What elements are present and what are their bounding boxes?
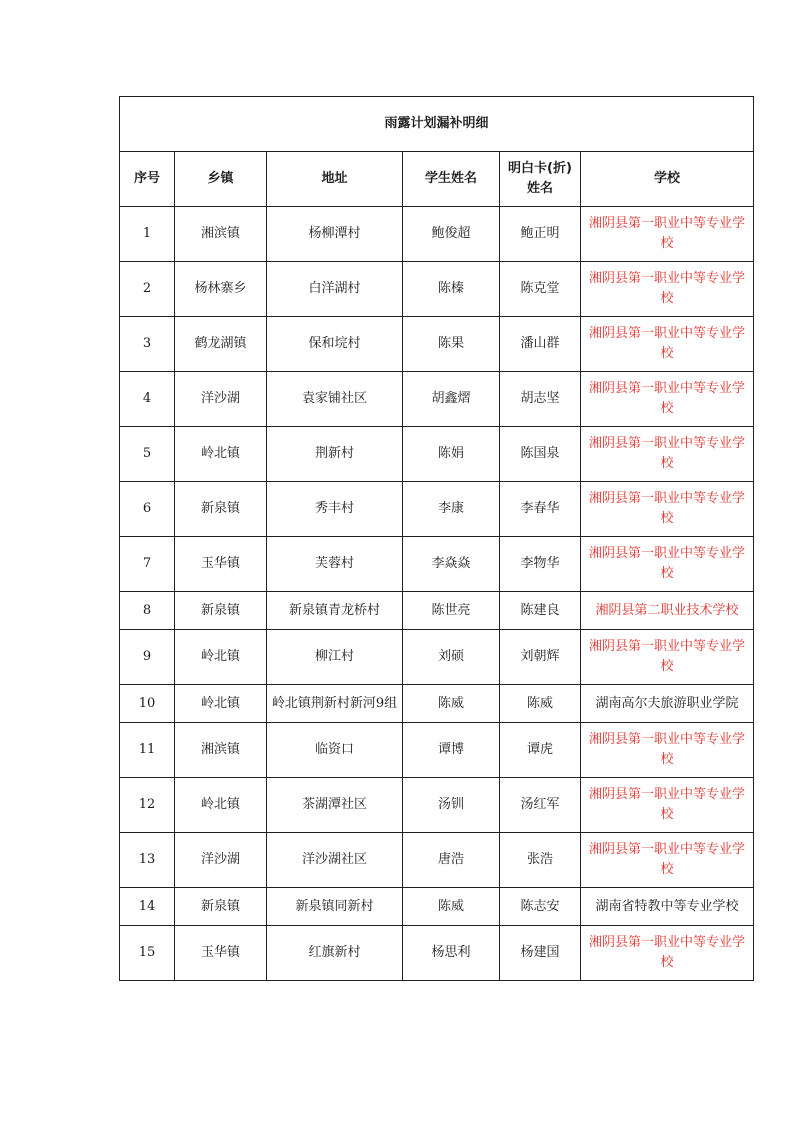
cell-student: 陈果 <box>403 317 500 372</box>
table-row <box>120 685 754 723</box>
cell-card-name: 汤红军 <box>500 778 581 833</box>
cell-town: 洋沙湖 <box>175 372 267 427</box>
table-row <box>120 592 754 630</box>
cell-town: 岭北镇 <box>175 630 267 685</box>
table-row <box>120 888 754 926</box>
table-row <box>120 482 754 537</box>
table-row <box>120 833 754 888</box>
cell-student: 唐浩 <box>403 833 500 888</box>
subsidy-table <box>119 96 754 981</box>
cell-index: 11 <box>120 723 175 778</box>
cell-address: 茶湖潭社区 <box>267 778 403 833</box>
header-town: 乡镇 <box>175 152 267 207</box>
cell-index: 8 <box>120 592 175 630</box>
cell-school: 湘阴县第一职业中等专业学校 <box>581 723 754 778</box>
cell-school: 湘阴县第一职业中等专业学校 <box>581 317 754 372</box>
cell-address: 红旗新村 <box>267 926 403 981</box>
cell-card-name: 李物华 <box>500 537 581 592</box>
cell-town: 洋沙湖 <box>175 833 267 888</box>
cell-index: 15 <box>120 926 175 981</box>
table-row <box>120 926 754 981</box>
cell-student: 刘硕 <box>403 630 500 685</box>
header-card-name: 明白卡(折)姓名 <box>500 152 581 207</box>
cell-address: 岭北镇荆新村新河9组 <box>267 685 403 723</box>
cell-student: 汤钏 <box>403 778 500 833</box>
cell-town: 岭北镇 <box>175 778 267 833</box>
cell-student: 陈榛 <box>403 262 500 317</box>
cell-index: 13 <box>120 833 175 888</box>
cell-address: 洋沙湖社区 <box>267 833 403 888</box>
title-row <box>120 97 754 152</box>
table-row <box>120 630 754 685</box>
page-title: 雨露计划漏补明细 <box>120 97 754 152</box>
cell-school: 湖南高尔夫旅游职业学院 <box>581 685 754 723</box>
header-school: 学校 <box>581 152 754 207</box>
cell-town: 岭北镇 <box>175 427 267 482</box>
table-row <box>120 372 754 427</box>
header-index: 序号 <box>120 152 175 207</box>
cell-school: 湘阴县第二职业技术学校 <box>581 592 754 630</box>
header-row <box>120 152 754 207</box>
cell-card-name: 杨建国 <box>500 926 581 981</box>
cell-town: 新泉镇 <box>175 592 267 630</box>
cell-town: 玉华镇 <box>175 926 267 981</box>
cell-school: 湘阴县第一职业中等专业学校 <box>581 778 754 833</box>
cell-card-name: 李春华 <box>500 482 581 537</box>
cell-town: 杨林寨乡 <box>175 262 267 317</box>
cell-card-name: 陈国泉 <box>500 427 581 482</box>
cell-address: 杨柳潭村 <box>267 207 403 262</box>
cell-index: 10 <box>120 685 175 723</box>
cell-student: 胡鑫熠 <box>403 372 500 427</box>
cell-card-name: 潘山群 <box>500 317 581 372</box>
cell-school: 湘阴县第一职业中等专业学校 <box>581 427 754 482</box>
table-row <box>120 207 754 262</box>
cell-card-name: 鲍正明 <box>500 207 581 262</box>
cell-town: 新泉镇 <box>175 888 267 926</box>
cell-student: 陈世亮 <box>403 592 500 630</box>
table-row <box>120 262 754 317</box>
cell-address: 新泉镇同新村 <box>267 888 403 926</box>
cell-student: 鲍俊超 <box>403 207 500 262</box>
cell-index: 3 <box>120 317 175 372</box>
cell-address: 袁家铺社区 <box>267 372 403 427</box>
header-student: 学生姓名 <box>403 152 500 207</box>
cell-town: 新泉镇 <box>175 482 267 537</box>
table-row <box>120 537 754 592</box>
cell-card-name: 陈志安 <box>500 888 581 926</box>
cell-address: 保和垸村 <box>267 317 403 372</box>
cell-school: 湘阴县第一职业中等专业学校 <box>581 630 754 685</box>
cell-student: 李焱焱 <box>403 537 500 592</box>
cell-index: 9 <box>120 630 175 685</box>
cell-address: 新泉镇青龙桥村 <box>267 592 403 630</box>
cell-index: 1 <box>120 207 175 262</box>
cell-school: 湘阴县第一职业中等专业学校 <box>581 537 754 592</box>
cell-student: 陈威 <box>403 685 500 723</box>
header-address: 地址 <box>267 152 403 207</box>
cell-index: 2 <box>120 262 175 317</box>
table-row <box>120 317 754 372</box>
cell-student: 谭博 <box>403 723 500 778</box>
cell-index: 6 <box>120 482 175 537</box>
table-row <box>120 427 754 482</box>
cell-school: 湘阴县第一职业中等专业学校 <box>581 482 754 537</box>
cell-address: 白洋湖村 <box>267 262 403 317</box>
cell-town: 岭北镇 <box>175 685 267 723</box>
cell-card-name: 张浩 <box>500 833 581 888</box>
cell-town: 玉华镇 <box>175 537 267 592</box>
cell-card-name: 陈建良 <box>500 592 581 630</box>
cell-school: 湘阴县第一职业中等专业学校 <box>581 926 754 981</box>
cell-town: 鹤龙湖镇 <box>175 317 267 372</box>
cell-address: 临资口 <box>267 723 403 778</box>
cell-card-name: 胡志坚 <box>500 372 581 427</box>
cell-school: 湘阴县第一职业中等专业学校 <box>581 372 754 427</box>
cell-student: 李康 <box>403 482 500 537</box>
cell-school: 湘阴县第一职业中等专业学校 <box>581 262 754 317</box>
cell-card-name: 陈克堂 <box>500 262 581 317</box>
cell-student: 陈娟 <box>403 427 500 482</box>
cell-town: 湘滨镇 <box>175 723 267 778</box>
cell-student: 杨思利 <box>403 926 500 981</box>
cell-town: 湘滨镇 <box>175 207 267 262</box>
cell-address: 芙蓉村 <box>267 537 403 592</box>
cell-school: 湘阴县第一职业中等专业学校 <box>581 207 754 262</box>
cell-card-name: 陈威 <box>500 685 581 723</box>
cell-school: 湖南省特教中等专业学校 <box>581 888 754 926</box>
cell-index: 14 <box>120 888 175 926</box>
cell-index: 5 <box>120 427 175 482</box>
cell-address: 秀丰村 <box>267 482 403 537</box>
cell-address: 柳江村 <box>267 630 403 685</box>
cell-student: 陈威 <box>403 888 500 926</box>
cell-card-name: 刘朝辉 <box>500 630 581 685</box>
table-row <box>120 778 754 833</box>
cell-index: 4 <box>120 372 175 427</box>
cell-school: 湘阴县第一职业中等专业学校 <box>581 833 754 888</box>
table-row <box>120 723 754 778</box>
cell-address: 荆新村 <box>267 427 403 482</box>
cell-index: 12 <box>120 778 175 833</box>
cell-card-name: 谭虎 <box>500 723 581 778</box>
cell-index: 7 <box>120 537 175 592</box>
